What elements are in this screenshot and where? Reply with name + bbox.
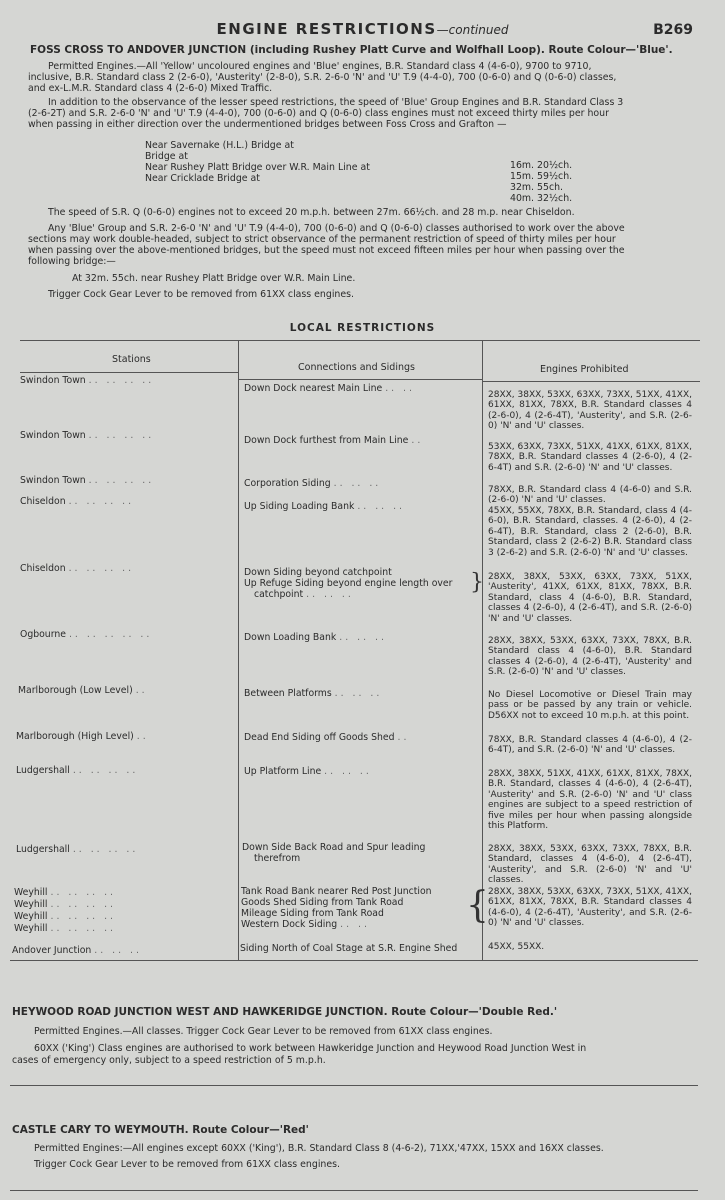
row-9-connection: Up Platform Line .. .. .. [244, 766, 372, 777]
row-6-engines: 28XX, 38XX, 53XX, 63XX, 73XX, 78XX, B.R. Standard class 4 (4-6-0), B.R. Standard classes 4 (2-6-0), 4 (2-6-4T), 'Austerity' and S.R. (2-6-0) 'N' and 'U' classes. [488, 636, 692, 678]
bottom-rule [10, 1190, 698, 1191]
heywood-line-2: 60XX ('King') Class engines are authorised to work between Hawkeridge Junction and Heywood Road Junction West in [34, 1043, 587, 1054]
row-2-connection: Down Dock furthest from Main Line .. [244, 435, 424, 446]
bridge-name-1: Near Savernake (H.L.) Bridge at [145, 140, 294, 151]
row-1-station: Swindon Town .. .. .. .. [20, 375, 155, 386]
row-2-station: Swindon Town .. .. .. .. [20, 430, 155, 441]
row-4-station: Chiseldon .. .. .. .. [20, 496, 135, 507]
castle-line-2: Trigger Cock Gear Lever to be removed from 61XX class engines. [34, 1159, 341, 1170]
row-6-station: Ogbourne .. .. .. .. .. [20, 629, 153, 640]
row-7-engines: No Diesel Locomotive or Diesel Train may pass or be passed by any train or vehicle. D56XX not to exceed 10 m.p.h. at this point. [488, 690, 692, 721]
col-divider-1 [238, 340, 239, 960]
row-1-engines: 28XX, 38XX, 53XX, 63XX, 73XX, 51XX, 41XX, 61XX, 81XX, 78XX, B.R. Standard classes 4 (2-6-0), 4 (2-6-4T), 'Austerity', and S.R. (2-6-0) 'N' and 'U' classes. [488, 390, 692, 432]
row-3-engines: 78XX, B.R. Standard class 4 (4-6-0) and S.R. (2-6-0) 'N' and 'U' classes. [488, 485, 692, 506]
weyhill-brace: { [466, 885, 489, 926]
row-8-connection: Dead End Siding off Goods Shed .. [244, 732, 410, 743]
row-11-station: Weyhill .. .. .. .. [14, 887, 116, 898]
row-10-station: Ludgershall .. .. .. .. [16, 844, 139, 855]
foss-para4-1: Any 'Blue' Group and S.R. 2-6-0 'N' and 'U' T.9 (4-4-0), 700 (0-6-0) and Q (0-6-0) classes authorised to work over the above [48, 223, 625, 234]
heywood-line-3: cases of emergency only, subject to a speed restriction of 5 m.p.h. [12, 1055, 326, 1066]
row-13-connection: Mileage Siding from Tank Road [241, 908, 384, 919]
section-heading-castle-cary: CASTLE CARY TO WEYMOUTH. Route Colour—'Red' [12, 1124, 309, 1136]
row-10-engines: 28XX, 38XX, 53XX, 63XX, 73XX, 78XX, B.R. Standard, classes 4 (4-6-0), 4 (2-6-4T), 'Austerity', and S.R. (2-6-0) 'N' and 'U' classes. [488, 844, 692, 886]
row-7-station: Marlborough (Low Level) .. [18, 685, 148, 696]
row-7-connection: Between Platforms .. .. .. [244, 688, 383, 699]
row-2-engines: 53XX, 63XX, 73XX, 51XX, 41XX, 61XX, 81XX, 78XX, B.R. Standard classes 4 (2-6-0), 4 (2-6-4T) and S.R. (2-6-0) 'N' and 'U' classes. [488, 442, 692, 473]
page-title: ENGINE RESTRICTIONS—continued [216, 20, 509, 38]
foss-para4-2: sections may work double-headed, subject to strict observance of the permanent restriction of speed of thirty miles per hour [28, 234, 616, 245]
col-header-connections: Connections and Sidings [298, 362, 415, 373]
row-10-connection-1: Down Side Back Road and Spur leading [242, 842, 426, 853]
bridge-dist-2: 16m. 20½ch. [510, 160, 573, 171]
heywood-line-1: Permitted Engines.—All classes. Trigger Cock Gear Lever to be removed from 61XX class engines. [34, 1026, 493, 1037]
bridge-name-4: Near Cricklade Bridge at [145, 173, 260, 184]
col-divider-2 [482, 340, 483, 960]
row-6-connection: Down Loading Bank .. .. .. [244, 632, 387, 643]
heywood-rule [10, 1085, 698, 1086]
page-number: B269 [653, 22, 693, 38]
row-5-brace: } [470, 570, 484, 595]
row-1-connection: Down Dock nearest Main Line .. .. [244, 383, 415, 394]
bridge-dist-3: 15m. 59½ch. [510, 171, 573, 182]
row-14-connection: Western Dock Siding .. .. [241, 919, 370, 930]
foss-para5: At 32m. 55ch. near Rushey Platt Bridge over W.R. Main Line. [72, 273, 356, 284]
row-4-connection: Up Siding Loading Bank .. .. .. [244, 501, 405, 512]
table-top-rule [20, 340, 700, 341]
row-8-station: Marlborough (High Level) .. [16, 731, 149, 742]
foss-line-3: and ex-L.M.R. Standard class 4 (2-6-0) Mixed Traffic. [28, 83, 273, 94]
row-4-engines: 45XX, 55XX, 78XX, B.R. Standard, class 4 (4-6-0), B.R. Standard, classes. 4 (2-6-0), 4 (2-6-4T), B.R. Standard, class 2 (2-6-0), B.R. Standard, class 2 (2-6-2) B.R. Standard class 3 (2-6-2) and S.R. (2-6-0) 'N' and 'U' classes. [488, 506, 692, 558]
row-15-engines: 45XX, 55XX. [488, 942, 545, 952]
bridge-name-2: Bridge at [145, 151, 188, 162]
foss-line-1: Permitted Engines.—All 'Yellow' uncoloured engines and 'Blue' engines, B.R. Standard class 4 (4-6-0), 9700 to 9710, [48, 61, 592, 72]
table-bottom-rule [10, 960, 698, 961]
row-9-engines: 28XX, 38XX, 51XX, 41XX, 61XX, 81XX, 78XX, B.R. Standard, classes 4 (4-6-0), 4 (2-6-4T), 'Austerity' and S.R. (2-6-0) 'N' and 'U' class engines are subject to a speed restriction of five miles per hour when passing alongside this Platform. [488, 769, 692, 832]
foss-para2-1: In addition to the observance of the lesser speed restrictions, the speed of 'Blue' Group Engines and B.R. Standard Class 3 [48, 97, 624, 108]
row-5-connection-1: Down Siding beyond catchpoint [244, 567, 392, 578]
row-5-engines: 28XX, 38XX, 53XX, 63XX, 73XX, 51XX, 'Austerity', 41XX, 61XX, 81XX, 78XX, B.R. Standard, class 4 (4-6-0), B.R. Standard, classes 4 (2-6-0), 4 (2-6-4T), and S.R. (2-6-0) 'N' and 'U' classes. [488, 572, 692, 624]
row-5-connection-3: catchpoint .. .. .. [254, 589, 354, 600]
row-11-connection: Tank Road Bank nearer Red Post Junction [241, 886, 432, 897]
foss-para3: The speed of S.R. Q (0-6-0) engines not to exceed 20 m.p.h. between 27m. 66½ch. and 28 m.p. near Chiseldon. [48, 207, 575, 218]
row-5-station: Chiseldon .. .. .. .. [20, 563, 135, 574]
local-restrictions-title: LOCAL RESTRICTIONS [289, 322, 436, 334]
row-12-station: Weyhill .. .. .. .. [14, 899, 116, 910]
row-8-engines: 78XX, B.R. Standard classes 4 (4-6-0), 4 (2-6-4T), and S.R. (2-6-0) 'N' and 'U' classes. [488, 735, 692, 756]
row-15-station: Andover Junction .. .. .. [12, 945, 142, 956]
bridge-dist-4: 32m. 55ch. [510, 182, 564, 193]
foss-para4-4: following bridge:— [28, 256, 116, 267]
row-13-station: Weyhill .. .. .. .. [14, 911, 116, 922]
row-3-connection: Corporation Siding .. .. .. [244, 478, 382, 489]
row-5-connection-2: Up Refuge Siding beyond engine length over [244, 578, 453, 589]
row-15-connection: Siding North of Coal Stage at S.R. Engine Shed [240, 943, 458, 954]
header-rule-stations [20, 372, 238, 373]
section-heading-heywood: HEYWOOD ROAD JUNCTION WEST AND HAWKERIDGE JUNCTION. Route Colour—'Double Red.' [12, 1006, 558, 1018]
bridge-name-3: Near Rushey Platt Bridge over W.R. Main Line at [145, 162, 370, 173]
bridge-dist-5: 40m. 32½ch. [510, 193, 573, 204]
col-header-engines: Engines Prohibited [540, 364, 629, 375]
foss-para4-3: when passing over the above-mentioned bridges, but the speed must not exceed fifteen miles per hour when passing over the [28, 245, 625, 256]
section-heading-foss: FOSS CROSS TO ANDOVER JUNCTION (including Rushey Platt Curve and Wolfhall Loop). Route Colour—'Blue'. [30, 44, 673, 56]
header-rule-engines [482, 381, 700, 382]
row-9-station: Ludgershall .. .. .. .. [16, 765, 139, 776]
castle-line-1: Permitted Engines:—All engines except 60XX ('King'), B.R. Standard Class 8 (4-6-2), 71XX,'47XX, 15XX and 16XX classes. [34, 1143, 604, 1154]
foss-line-2: inclusive, B.R. Standard class 2 (2-6-0), 'Austerity' (2-8-0), S.R. 2-6-0 'N' and 'U' T.9 (4-4-0), 700 (0-6-0) and Q (0-6-0) classes, [28, 72, 617, 83]
row-14-station: Weyhill .. .. .. .. [14, 923, 116, 934]
header-rule-connections [238, 379, 482, 380]
foss-para2-2: (2-6-2T) and S.R. 2-6-0 'N' and 'U' T.9 (4-4-0), 700 (0-6-0) and Q (0-6-0) class engines must not exceed thirty miles per hour [28, 108, 609, 119]
col-header-stations: Stations [112, 354, 151, 365]
row-10-connection-2: therefrom [254, 853, 301, 864]
row-12-connection: Goods Shed Siding from Tank Road [241, 897, 404, 908]
row-3-station: Swindon Town .. .. .. .. [20, 475, 155, 486]
row-11-engines: 28XX, 38XX, 53XX, 63XX, 73XX, 51XX, 41XX, 61XX, 81XX, 78XX, B.R. Standard classes 4 (4-6-0), 4 (2-6-4T), 'Austerity', and S.R. (2-6-0) 'N' and 'U' classes. [488, 887, 692, 929]
foss-para2-3: when passing in either direction over the undermentioned bridges between Foss Cross and Grafton — [28, 119, 507, 130]
foss-para6: Trigger Cock Gear Lever to be removed from 61XX class engines. [48, 289, 355, 300]
